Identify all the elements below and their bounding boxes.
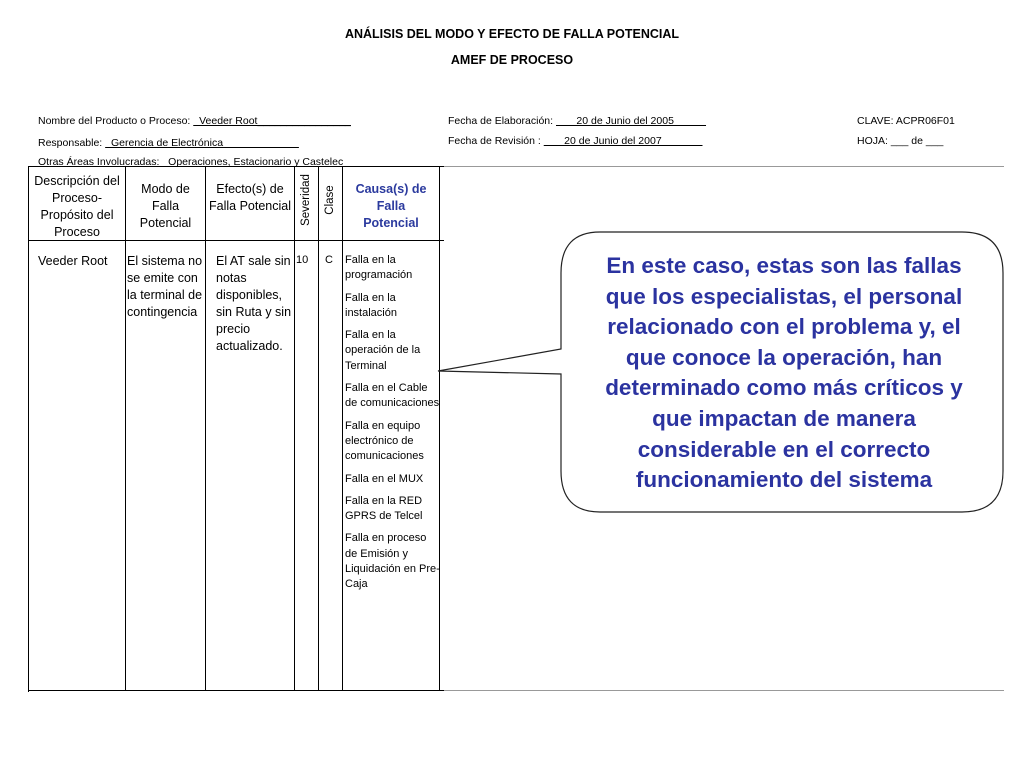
responsable-field <box>38 137 299 149</box>
producto-label: Nombre del Producto o Proceso: <box>38 115 191 127</box>
cause-item: Falla en el Cable de comunicaciones <box>345 382 440 410</box>
fecha-elaboracion-field <box>448 115 706 127</box>
producto-field <box>38 115 351 127</box>
table-bottom-extension <box>444 690 1004 691</box>
header-clase: Clase <box>324 185 336 215</box>
cell-modo-falla: El sistema no se emite con la terminal de contingencia <box>127 254 203 319</box>
header-causa-falla: Causa(s) de Falla Potencial <box>355 182 427 230</box>
cause-item: Falla en la instalación <box>345 291 397 319</box>
producto-value: Veeder Root________________ <box>193 115 351 127</box>
header-severidad: Severidad <box>300 174 312 226</box>
column-divider <box>318 166 319 691</box>
column-divider <box>294 166 295 691</box>
clave-label: CLAVE: <box>857 115 894 127</box>
table-top-extension <box>444 166 1004 167</box>
fecha-elaboracion-value: 20 de Junio del 2005 <box>556 115 707 127</box>
causes-list <box>345 253 440 600</box>
cell-clase: C <box>325 254 333 266</box>
cause-item: Falla en la operación de la Terminal <box>345 329 421 372</box>
cell-severidad: 10 <box>296 254 309 266</box>
fecha-revision-value: 20 de Junio del 2007 <box>543 135 703 147</box>
table-bottom-border <box>28 690 444 691</box>
cause-item: Falla en el MUX <box>345 472 424 485</box>
cell-descripcion: Veeder Root <box>38 254 108 268</box>
hoja-value: ___ de ___ <box>890 135 944 147</box>
callout-bubble <box>560 231 1004 513</box>
cause-item: Falla en la RED GPRS de Telcel <box>345 494 423 523</box>
header-modo-falla: Modo de Falla Potencial <box>139 182 192 230</box>
header-efecto-falla: Efecto(s) de Falla Potencial <box>209 182 291 213</box>
document-title: ANÁLISIS DEL MODO Y EFECTO DE FALLA POTENCIAL <box>344 27 680 41</box>
fecha-revision-label: Fecha de Revisión : <box>448 135 541 147</box>
otras-areas-value: Operaciones, Estacionario y Castelec <box>162 156 350 168</box>
responsable-value: Gerencia de Electrónica <box>105 137 299 149</box>
clave-field <box>857 115 955 127</box>
clave-value: ACPR06F01 <box>895 115 955 127</box>
hoja-label: HOJA: <box>857 135 888 147</box>
column-divider <box>205 166 206 691</box>
column-divider <box>125 166 126 691</box>
cell-efecto-falla: El AT sale sin notas disponibles, sin Ruta y sin precio actualizado. <box>216 254 292 353</box>
column-divider <box>28 166 29 692</box>
fecha-revision-field <box>448 135 703 147</box>
cause-item: Falla en proceso de Emisión y Liquidación en Pre-Caja <box>345 532 440 591</box>
column-divider <box>342 166 343 691</box>
table-top-border <box>28 166 444 167</box>
document-subtitle: AMEF DE PROCESO <box>450 53 574 67</box>
hoja-field <box>857 135 943 147</box>
callout-text: En este caso, estas son las fallas que los especialistas, el personal relacionado con el problema y, el que conoce la operación, han determinado como más críticos y que impactan de manera considerable en el correcto funcionamiento del sistema <box>605 253 963 493</box>
header-descripcion: Descripción del Proceso-Propósito del Proceso <box>34 174 120 239</box>
otras-areas-label: Otras Áreas Involucradas: <box>38 156 160 168</box>
cause-item: Falla en equipo electrónico de comunicaciones <box>345 419 424 463</box>
responsable-label: Responsable: <box>38 137 103 149</box>
fecha-elaboracion-label: Fecha de Elaboración: <box>448 115 554 127</box>
cause-item: Falla en la programación <box>345 254 413 282</box>
